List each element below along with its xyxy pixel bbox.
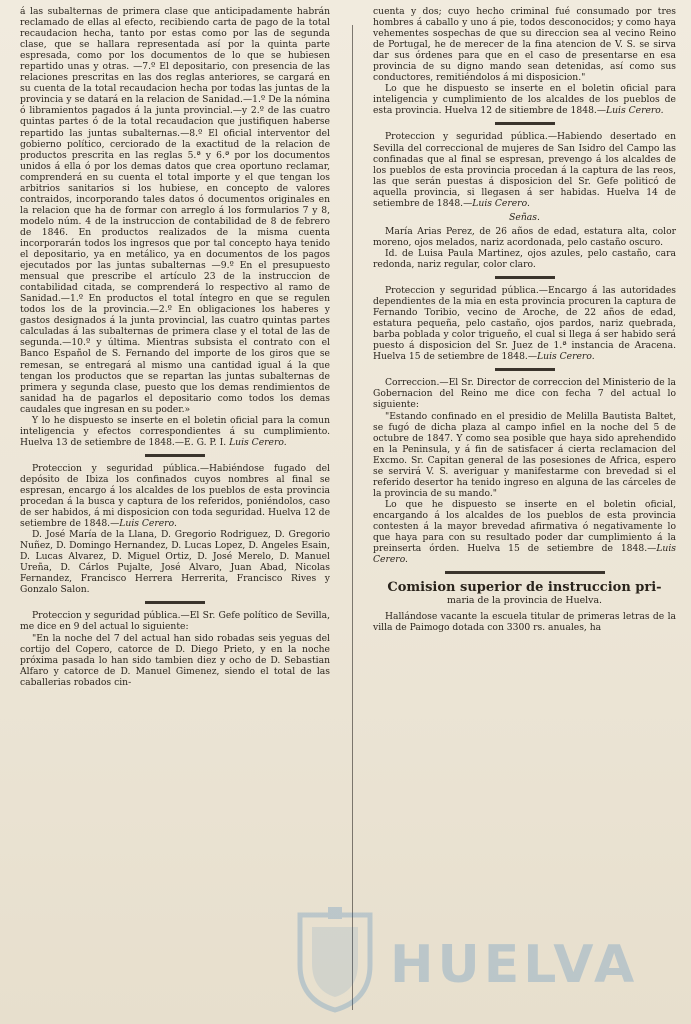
description-maria-arias: María Arias Perez, de 26 años de edad, estatura alta, color moreno, ojos melados, nariz acordonada, pelo castaño oscuro. — [373, 225, 676, 248]
signature: Luis Cerero. — [537, 351, 595, 363]
huelva-watermark — [290, 905, 690, 1015]
publication-notice: Y lo he dispuesto se inserte en el boletin oficial para la comun inteligencia y efectos correspondientes á su cumplimiento. Huelva 13 de setiembre de 1848.—E. G. P. I. Luis Cerero. — [20, 414, 330, 448]
section-divider — [495, 368, 555, 371]
signature: Luis Cerero. — [606, 105, 664, 117]
section-divider — [495, 122, 555, 125]
fugitives-names: D. José María de la Llana, D. Gregorio Rodriguez, D. Gregorio Nuñez, D. Domingo Hernandez, D. Lucas Lopez, D. Angeles Esain, D. Lucas Alvarez, D. Miguel Ortiz, D. José Merelo, D. Manuel Ureña, D. Cárlos Pujalte, José Alvaro, Juan Abad, Nicolas Fernandez, Francisco Herrera Herrerita, Francisco Rives y Gonzalo Salon. — [20, 529, 330, 596]
deserters-notice: Proteccion y seguridad pública.—Habiendo desertado en Sevilla del correccional de mujeres de San Isidro del Campo las confinadas que al final se espresan, prevengo á los alcaldes de los pueblos de esta provincia procedan á la captura de las reos, las que serán puestas á disposicion del Sr. Gefe politicó de aquella provincia, si llegasen á ser habidas. Huelva 14 de setiembre de 1848.—Luis Cerero. — [373, 131, 676, 209]
column-divider — [352, 25, 353, 1010]
section-divider — [445, 571, 605, 574]
regulation-text: á las subalternas de primera clase que anticipadamente habrán reclamado de ellas al efecto, recibiendo carta de pago de la total recaudacion hecha, tanto por estas como por las de segunda clase, que se hallara representada así por la quinta parte espresada, como por los documentos de lo que se hubiesen repartido unas y otras. —7.º El depositario, con presencia de las relaciones prescritas en las dos reglas anteriores, se cargará en su cuenta de la total recaudacion hecha por todas las juntas de la provincia y se datará en la relacion de Sanidad.—1.º De la nómina ó libramientos pagados á la junta provincial.—y 2.º de las cuatro quintas partes ó de la total recaudacion que justifiquen haberse repartido las juntas subalternas.—8.º El oficial interventor del gobierno político, cerciorado de la exactitud de la relacion de productos prescrita en las reglas 5.ª y 6.ª por los documentos unidos á ella ó por los demas datos que crea oportuno reclamar, comprenderá en su cuenta el total importe y el que tengan los arbitrios sanitarios si los hubiese, en concepto de valores contraidos, incorporando tales datos ó documentos originales en la relacion que ha de formar con arreglo á los formularios 7 y 8, modelo núm. 4 de la instruccion de contabilidad de 8 de febrero de 1846. En productos realizados de la misma cuenta incorporarán todos los ingresos que por tal concepto haya tenido el depositario, ya en metálico, ya en documentos de los pagos ejecutados por las juntas subalternas —9.º En el presupuesto mensual que prescribe el artículo 23 de la instruccion de contabilidad citada, se comprenderá lo respectivo al ramo de Sanidad.—1.º En productos el total íntegro en que se regulen todos los de la provincia.—2.º En obligaciones los haberes y gastos designados á la junta provincial, las cuatro quintas partes calculadas á las subalternas de primera clase y el total de las de segunda.—10.º y última. Mientras subsista el contrato con el Banco Español de S. Fernando del importe de los giros que se remesan, se entregará al mismo una cantidad igual á la que tengan los productos que se repartan las juntas subalternas de primera y segunda clase, puesto que los demas rendimientos de sanidad ha de pagarlos el depositario como todos los demas caudales que ingresan en su poder.» — [20, 6, 330, 415]
commission-subheading: maria de la provincia de Huelva. — [446, 595, 603, 607]
horse-theft-report-continued: cuenta y dos; cuyo hecho criminal fué consumado por tres hombres á caballo y uno á pie, todos desconocidos; y como haya vehementes sospechas de que su direccion sea al vecino Reino de Portugal, he de merecer de la fina atencion de V. S. se sirva dar sus órdenes para que en el caso de presentarse en esa provincia de su digno mando sean detenidas, así como sus conductores, remitiéndolos á mi disposicion." — [373, 6, 676, 84]
coat-of-arms-icon — [290, 905, 380, 1015]
left-column — [20, 6, 330, 688]
signature: Luis Cerero. — [229, 436, 287, 448]
section-divider — [145, 454, 205, 457]
watermark-text: HUELVA — [390, 935, 639, 995]
section-divider — [495, 276, 555, 279]
descriptions-heading: Señas. — [509, 211, 540, 223]
publication-notice: Lo que he dispuesto se inserte en el boletin oficial para inteligencia y cumplimiento de los alcaldes de los pueblos de esta provincia. Huelva 12 de sitiembre de 1848.—Luis Cerero. — [373, 83, 676, 117]
publication-notice: Lo que he dispuesto se inserte en el boletin oficial, encargando á los alcaldes de los pueblos de esta provincia contesten á la mayor brevedad afirmativa ó negativamente lo que haya para con su resultado poder dar cumplimiento á la preinserta órden. Huelva 15 de setiembre de 1848.—Luis Cerero. — [373, 498, 676, 566]
fugitives-notice: Proteccion y seguridad pública.—Habiéndose fugado del depósito de Ibiza los confinados cuyos nombres al final se espresan, encargo á los alcaldes de los pueblos de esta provincia procedan á la busca y captura de los referidos, poniéndolos, caso de ser habidos, á mi disposicion con toda seguridad. Huelva 12 de setiembre de 1848.—Luis Cerero. — [20, 462, 330, 530]
capture-notice: Proteccion y seguridad pública.—Encargo á las autoridades dependientes de la mia en esta provincia procuren la captura de Fernando Toribio, vecino de Aroche, de 22 años de edad, estatura pequeña, pelo castaño, ojos pardos, nariz quebrada, barba poblada y color trigueño, el cual si llega á ser habido será puesto á disposicion del Sr. Juez de 1.ª instancia de Aracena. Huelva 15 de setiembre de 1848.—Luis Cerero. — [373, 285, 676, 363]
signature: Luis Cerero. — [472, 197, 530, 209]
right-column — [373, 6, 676, 633]
commission-heading: Comision superior de instruccion pri- — [387, 580, 662, 596]
horse-theft-notice: Proteccion y seguridad pública.—El Sr. Gefe político de Sevilla, me dice en 9 del actual lo siguiente: — [20, 610, 330, 633]
horse-theft-report: "En la noche del 7 del actual han sido robadas seis yeguas del cortijo del Copero, catorce de D. Diego Prieto, y en la noche próxima pasada lo han sido tambien diez y ocho de D. Sebastian Alfaro y catorce de D. Manuel Gimenez, siendo el total de las caballerias robados cin- — [20, 632, 330, 688]
signature: Luis Cerero. — [373, 543, 676, 566]
melilla-escape-report: "Estando confinado en el presidio de Melilla Bautista Baltet, se fugó de dicha plaza al campo infiel en la noche del 5 de octubre de 1847. Y como sea posible que haya sido aprehendido en la Peninsula, y á fin de satisfacer á cierta reclamacion del Excmo. Sr. Capitan general de las posesiones de Africa, espero se servirá V. S. averiguar y manifestarme con brevedad si el referido desertor ha tenido ingreso en alguna de las cárceles de la provincia de su mando." — [373, 410, 676, 499]
school-vacancy-notice: Hallándose vacante la escuela titular de primeras letras de la villa de Paimogo dotada con 3300 rs. anuales, ha — [373, 611, 676, 634]
section-divider — [145, 601, 205, 604]
description-luisa-paula: Id. de Luisa Paula Martinez, ojos azules, pelo castaño, cara redonda, nariz regular, color claro. — [373, 247, 676, 270]
correction-notice: Correccion.—El Sr. Director de correccion del Ministerio de la Gobernacion del Reino me dice con fecha 7 del actual lo siguiente: — [373, 377, 676, 411]
signature: Luis Cerero. — [119, 518, 177, 530]
